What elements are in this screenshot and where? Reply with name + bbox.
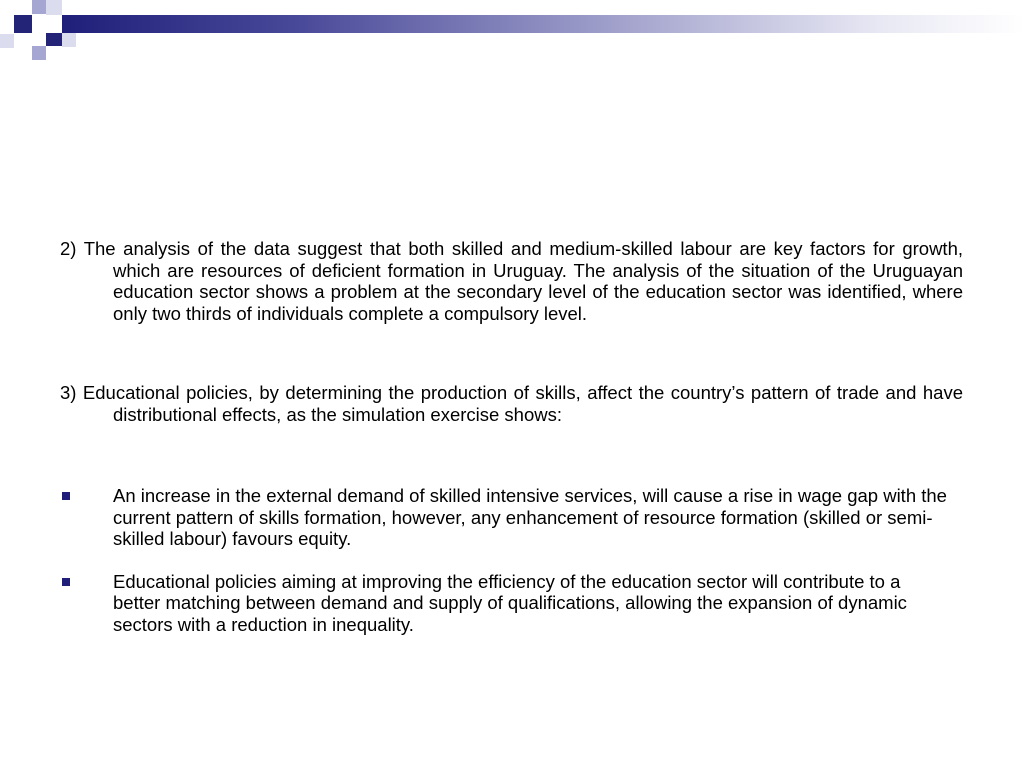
header-square-navy	[14, 15, 32, 33]
list-item	[60, 485, 951, 550]
bullet-text: An increase in the external demand of skilled intensive services, will cause a rise in wage gap with the current pattern of skills formation, however, any enhancement of resource formation (skilled or semi-skilled labour) favours equity.	[113, 485, 947, 549]
header-square-pale-left	[0, 34, 14, 48]
paragraph-3: 3) Educational policies, by determining the production of skills, affect the country’s pattern of trade and have distributional effects, as the simulation exercise shows:	[60, 382, 963, 425]
header-square-navy-small	[46, 33, 62, 46]
square-bullet-icon	[62, 492, 70, 500]
paragraph-2: 2) The analysis of the data suggest that both skilled and medium-skilled labour are key factors for growth, which are resources of deficient formation in Uruguay. The analysis of the situation of the Uruguayan education sector shows a problem at the secondary level of the education sector was identified, where only two thirds of individuals complete a compulsory level.	[60, 238, 963, 324]
header-square-pale	[46, 0, 62, 15]
header-decoration	[0, 0, 1024, 64]
bullet-list	[60, 485, 963, 635]
list-item	[60, 571, 951, 636]
header-square-pale-right	[62, 33, 76, 47]
header-square-lavender	[32, 0, 46, 14]
slide-body	[60, 238, 963, 635]
header-gradient-band	[62, 15, 1024, 33]
header-square-lavender-low	[32, 46, 46, 60]
bullet-text: Educational policies aiming at improving the efficiency of the education sector will contribute to a better matching between demand and supply of qualifications, allowing the expansion of dynamic sectors with a reduction in inequality.	[113, 570, 907, 635]
square-bullet-icon	[62, 578, 70, 586]
